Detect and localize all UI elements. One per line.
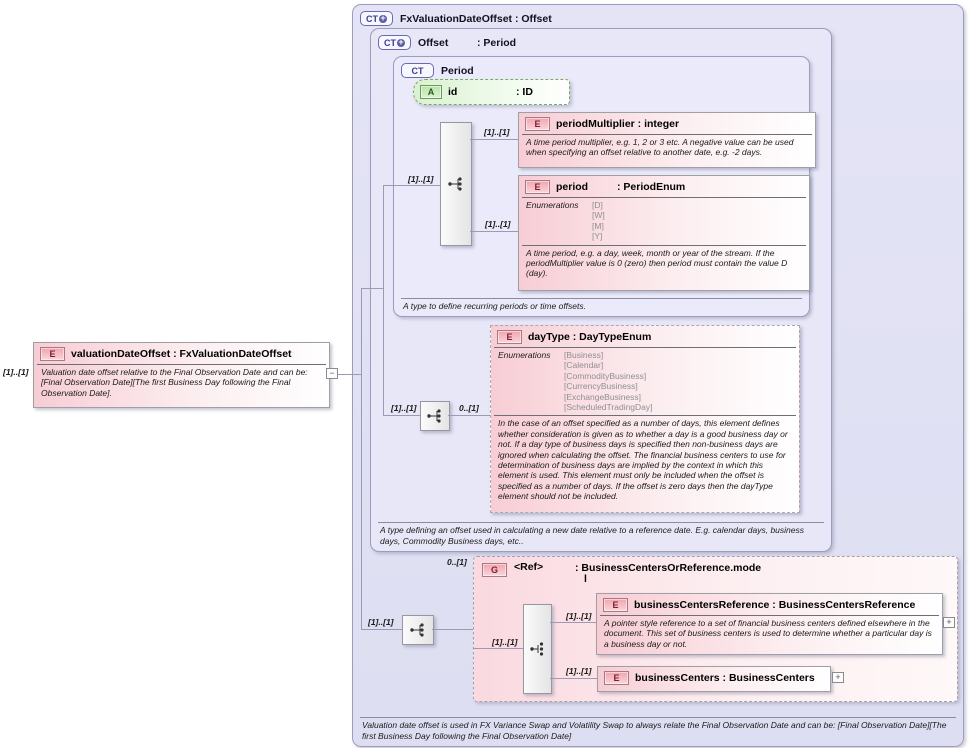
enum-value: [ExchangeBusiness] bbox=[564, 391, 642, 402]
cardinality-label: [1]..[1] bbox=[368, 617, 394, 627]
element-header bbox=[34, 343, 329, 364]
attribute-type: : ID bbox=[516, 86, 533, 98]
sequence-icon bbox=[426, 408, 444, 424]
group-header bbox=[474, 557, 957, 585]
connector-line bbox=[550, 678, 597, 679]
cardinality-label: [1]..[1] bbox=[3, 367, 29, 377]
enum-value: [Calendar] bbox=[564, 360, 604, 371]
sequence-compositor-ref[interactable] bbox=[402, 615, 434, 645]
connector-line bbox=[432, 629, 473, 630]
enum-value: [CommodityBusiness] bbox=[564, 370, 647, 381]
sequence-icon bbox=[409, 622, 427, 638]
element-header bbox=[519, 176, 809, 197]
enum-value: [CurrencyBusiness] bbox=[564, 381, 638, 392]
cardinality-label: [1]..[1] bbox=[484, 127, 510, 137]
offset-name: Offset bbox=[418, 36, 449, 49]
attribute-name: id bbox=[448, 86, 458, 98]
element-doc: A time period, e.g. a day, week, month or year of the stream. If the periodMultiplier value is 0 (zero) then period must contain the value D (day). bbox=[522, 245, 806, 282]
period-header bbox=[394, 57, 809, 78]
connector-line bbox=[361, 629, 402, 630]
connector-line bbox=[361, 288, 362, 630]
enumeration-section bbox=[522, 197, 806, 245]
sequence-icon bbox=[447, 176, 465, 192]
connector-line bbox=[550, 622, 596, 623]
derived-plus-icon: + bbox=[380, 12, 386, 23]
element-title: businessCenters : BusinessCenters bbox=[635, 672, 815, 684]
cardinality-label: 0..[1] bbox=[447, 557, 467, 567]
cardinality-label: [1]..[1] bbox=[566, 611, 592, 621]
expand-handle[interactable]: + bbox=[832, 672, 844, 683]
element-title: valuationDateOffset : FxValuationDateOffset bbox=[71, 348, 292, 360]
period-annotation: A type to define recurring periods or time offsets. bbox=[401, 298, 802, 314]
enumeration-values bbox=[592, 200, 605, 242]
connector-line bbox=[470, 231, 518, 232]
ct-icon-label: CT bbox=[384, 37, 396, 48]
enumeration-section bbox=[494, 347, 796, 415]
cardinality-label: 0..[1] bbox=[459, 403, 479, 413]
cardinality-label: [1]..[1] bbox=[492, 637, 518, 647]
ct-icon-label: CT bbox=[366, 13, 378, 24]
expand-handle[interactable]: + bbox=[943, 617, 955, 628]
enum-value: [D] bbox=[592, 200, 603, 210]
attribute-icon: A bbox=[420, 85, 442, 99]
complextype-annotation: Valuation date offset is used in FX Variance Swap and Volatility Swap to always relate the Final Observation Date and can be: [Final Observation Date][The first Business Day following the Final Observation Date] bbox=[360, 717, 956, 744]
offset-header bbox=[371, 29, 831, 50]
connector-line bbox=[473, 648, 523, 649]
offset-base-type: : Period bbox=[477, 36, 517, 49]
enumerations-label: Enumerations bbox=[526, 200, 579, 210]
element-businesscentersreference[interactable] bbox=[596, 593, 943, 655]
element-icon: E bbox=[525, 117, 550, 131]
connector-line bbox=[470, 139, 518, 140]
choice-icon bbox=[529, 641, 547, 657]
element-icon: E bbox=[497, 330, 522, 344]
group-icon: G bbox=[482, 563, 507, 577]
complextype-header bbox=[353, 5, 963, 26]
connector-line bbox=[383, 415, 420, 416]
enum-value: [ScheduledTradingDay] bbox=[564, 402, 653, 413]
enum-value: [Business] bbox=[564, 350, 604, 360]
element-title: dayType : DayTypeEnum bbox=[528, 331, 652, 343]
connector-line bbox=[361, 288, 384, 289]
element-periodmultiplier[interactable] bbox=[518, 112, 816, 168]
enumerations-label: Enumerations bbox=[498, 350, 551, 360]
complextype-title: FxValuationDateOffset : Offset bbox=[400, 12, 552, 25]
complextype-icon bbox=[401, 63, 434, 78]
derived-plus-icon: + bbox=[398, 36, 404, 47]
element-icon: E bbox=[525, 180, 550, 194]
element-icon: E bbox=[40, 347, 65, 361]
connector-line bbox=[383, 185, 440, 186]
element-period[interactable] bbox=[518, 175, 810, 291]
attribute-id[interactable] bbox=[413, 79, 570, 105]
complextype-icon bbox=[360, 11, 393, 26]
element-icon: E bbox=[603, 598, 628, 612]
element-doc: A time period multiplier, e.g. 1, 2 or 3 etc. A negative value can be used when specifying an offset relative to another date, e.g. -2 days. bbox=[522, 134, 812, 161]
element-title: businessCentersReference : BusinessCentersReference bbox=[634, 599, 916, 611]
element-daytype[interactable] bbox=[490, 325, 800, 513]
cardinality-label: [1]..[1] bbox=[566, 666, 592, 676]
complextype-icon bbox=[378, 35, 411, 50]
enum-value: [M] bbox=[592, 220, 604, 231]
element-header bbox=[491, 326, 799, 347]
element-header bbox=[598, 667, 830, 688]
element-header bbox=[519, 113, 815, 134]
collapse-handle[interactable]: − bbox=[326, 368, 338, 379]
connector-line bbox=[448, 415, 490, 416]
choice-compositor-businesscenters[interactable] bbox=[523, 604, 552, 694]
element-valuationdateoffset[interactable] bbox=[33, 342, 330, 408]
enum-value: [Y] bbox=[592, 231, 603, 242]
group-type-line2: l bbox=[584, 573, 587, 585]
element-header bbox=[597, 594, 942, 615]
cardinality-label: [1]..[1] bbox=[485, 219, 511, 229]
connector-line bbox=[383, 185, 384, 416]
element-name: period bbox=[556, 181, 589, 193]
period-name: Period bbox=[441, 64, 474, 77]
element-doc: A pointer style reference to a set of financial business centers defined elsewhere in the document. This set of business centers is used to determine whether a particular day is a business day or not. bbox=[600, 615, 939, 652]
element-icon: E bbox=[604, 671, 629, 685]
group-type bbox=[575, 562, 761, 585]
element-businesscenters[interactable] bbox=[597, 666, 831, 692]
enumeration-values bbox=[564, 350, 653, 412]
element-type: : PeriodEnum bbox=[617, 181, 686, 193]
cardinality-label: [1]..[1] bbox=[391, 403, 417, 413]
enum-value: [W] bbox=[592, 210, 605, 221]
group-name: <Ref> bbox=[514, 561, 544, 573]
group-type-line1: : BusinessCentersOrReference.mode bbox=[575, 562, 762, 574]
sequence-compositor-daytype[interactable] bbox=[420, 401, 450, 431]
cardinality-label: [1]..[1] bbox=[408, 174, 434, 184]
sequence-compositor-period[interactable] bbox=[440, 122, 472, 246]
ct-icon-label: CT bbox=[411, 65, 424, 76]
offset-annotation: A type defining an offset used in calculating a new date relative to a reference date. E.g. calendar days, business days, Commodity Business days, etc.. bbox=[378, 522, 824, 549]
element-doc: Valuation date offset relative to the Final Observation Date and can be: [Final Observation Date][The first Business Day following the Final Observation Date]. bbox=[37, 364, 326, 401]
element-doc: In the case of an offset specified as a number of days, this element defines whether consideration is given as to whether a day is a good business day or not. If a day type of business days is specified then non-business days are ignored when calculating the offset. The financial business centers to use for determination of business days are implied by the context in which this element is used. This element must only be included when the offset is specified as a number of days. If the offset is zero days then the dayType element should not be included. bbox=[494, 415, 796, 504]
element-title: periodMultiplier : integer bbox=[556, 118, 680, 130]
